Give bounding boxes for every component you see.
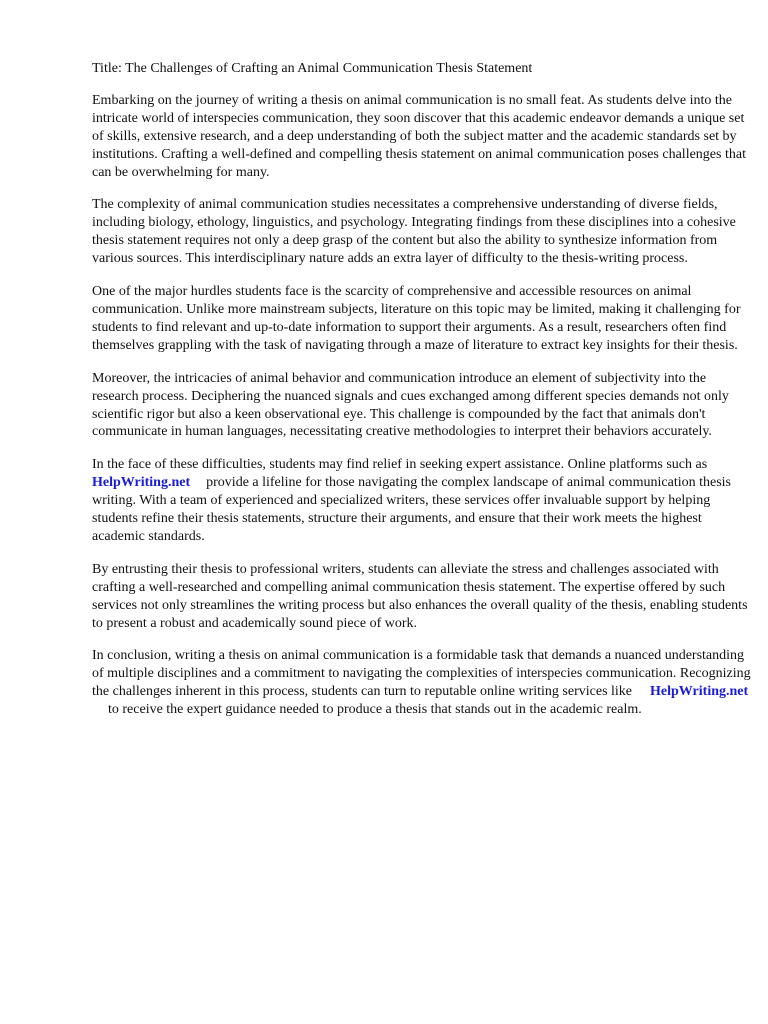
- paragraph-assistance-text-after: provide a lifeline for those navigating the complex landscape of animal communication thesis writing. With a team of experienced and specialized writers, these services offer invaluable support by helping students refine their thesis statements, structure their arguments, and ensure that their work meets the highest academic standards.: [92, 475, 731, 544]
- paragraph-conclusion-text-after: to receive the expert guidance needed to produce a thesis that stands out in the academic realm.: [108, 702, 642, 718]
- paragraph-subjectivity: Moreover, the intricacies of animal behavior and communication introduce an element of subjectivity into the research process. Deciphering the nuanced signals and cues exchanged among different species demands not only scientific rigor but also a keen observational eye. This challenge is compounded by the fact that animals don't communicate in human languages, necessitating creative methodologies to interpret their behaviors accurately.: [92, 370, 729, 440]
- paragraph-intro: Embarking on the journey of writing a thesis on animal communication is no small feat. As students delve into the intricate world of interspecies communication, they soon discover that this academic endeavor demands a unique set of skills, extensive research, and a deep understanding of both the subject matter and the academic standards set by institutions. Crafting a well-defined and compelling thesis statement on animal communication poses challenges that can be overwhelming for many.: [92, 92, 746, 180]
- paragraph-professional-writers: By entrusting their thesis to professional writers, students can alleviate the stress and challenges associated with crafting a well-researched and compelling animal communication thesis statement. The expertise offered by such services not only streamlines the writing process but also enhances the overall quality of the thesis, enabling students to present a robust and academically sound piece of work.: [92, 561, 748, 631]
- paragraph-complexity: The complexity of animal communication studies necessitates a comprehensive understanding of diverse fields, including biology, ethology, linguistics, and psychology. Integrating findings from these disciplines into a cohesive thesis statement requires not only a deep grasp of the content but also the ability to synthesize information from various sources. This interdisciplinary nature adds an extra layer of difficulty to the thesis-writing process.: [92, 197, 736, 267]
- paragraph-conclusion-text-before: In conclusion, writing a thesis on animal communication is a formidable task that demands a nuanced understanding of multiple disciplines and a commitment to navigating the complexities of interspecies communication. Recognizing the challenges inherent in this process, students can turn to reputable online writing services like: [92, 648, 751, 700]
- paragraph-assistance-text-before: In the face of these difficulties, students may find relief in seeking expert assistance. Online platforms such as: [92, 457, 708, 473]
- document-body: [92, 60, 752, 734]
- document-title: Title: The Challenges of Crafting an Animal Communication Thesis Statement: [92, 61, 533, 76]
- paragraph-conclusion: [92, 647, 752, 719]
- helpwriting-link-conclusion[interactable]: HelpWriting.net: [650, 684, 749, 700]
- paragraph-resources: One of the major hurdles students face is the scarcity of comprehensive and accessible resources on animal communication. Unlike more mainstream subjects, literature on this topic may be limited, making it challenging for students to find relevant and up-to-date information to support their arguments. As a result, researchers often find themselves grappling with the task of navigating through a maze of literature to extract key insights for their thesis.: [92, 284, 741, 353]
- helpwriting-link[interactable]: HelpWriting.net: [92, 475, 191, 491]
- paragraph-assistance: [92, 456, 752, 546]
